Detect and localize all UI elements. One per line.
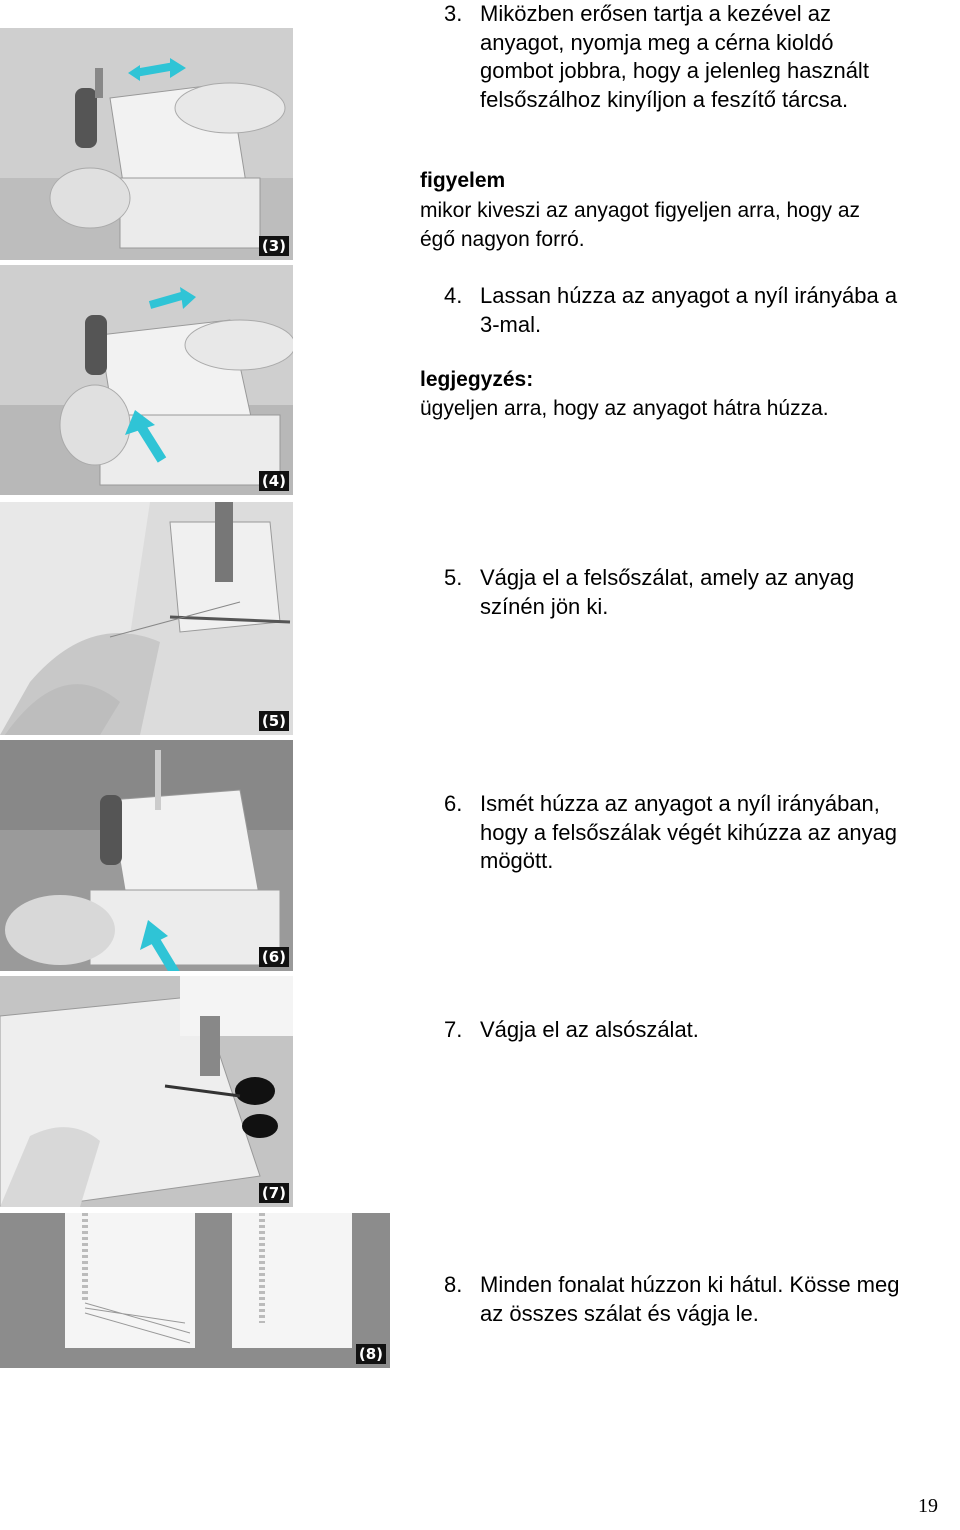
step-text: Vágja el a felsőszálat, amely az anyag színén jön ki.: [480, 565, 855, 619]
step-text: Minden fonalat húzzon ki hátul. Kösse meg az összes szálat és vágja le.: [480, 1272, 900, 1326]
photo-label: (3): [259, 236, 289, 256]
photo-step-8: [0, 1213, 390, 1368]
photo-label: (5): [259, 711, 289, 731]
step-number: 6.: [444, 791, 463, 816]
fabric-seam-icon: [0, 1213, 390, 1368]
photo-step-3: [0, 28, 293, 260]
instruction-step: [440, 790, 960, 876]
photo-label: (8): [356, 1344, 386, 1364]
instruction-step: [440, 1016, 960, 1045]
step-number: 5.: [444, 565, 463, 590]
step-text: Miközben erősen tartja a kezével az anyagot, nyomja meg a cérna kioldó gombot jobbra, hogy a jelenleg használt felsőszálhoz kinyíljon a feszítő tárcsa.: [480, 1, 869, 112]
step-number: 8.: [444, 1272, 463, 1297]
page-number: 19: [918, 1495, 938, 1517]
instruction-step: [440, 0, 960, 114]
photo-label: (7): [259, 1183, 289, 1203]
instruction-step: [440, 282, 960, 339]
note-text: ügyeljen arra, hogy az anyagot hátra húzza.: [420, 397, 829, 420]
step-text: Ismét húzza az anyagot a nyíl irányában, hogy a felsőszálak végét kihúzza az anyag mögött.: [480, 791, 898, 873]
warning-text: mikor kiveszi az anyagot figyeljen arra, hogy az égő nagyon forró.: [420, 199, 861, 251]
sewing-machine-arrow-icon: [0, 740, 293, 971]
step-text: Lassan húzza az anyagot a nyíl irányába a 3-mal.: [480, 283, 898, 337]
scissors-thread-icon: [0, 502, 293, 735]
photo-step-7: [0, 976, 293, 1207]
photo-step-6: [0, 740, 293, 971]
sewing-machine-hands-icon: [0, 28, 293, 260]
photo-step-4: [0, 265, 293, 495]
warning-heading: figyelem: [420, 169, 506, 192]
instruction-step: [440, 564, 960, 621]
sewing-machine-arrow-icon: [0, 265, 293, 495]
photo-label: (6): [259, 947, 289, 967]
step-number: 7.: [444, 1017, 463, 1042]
photo-step-5: [0, 502, 293, 735]
instruction-step: [440, 1271, 960, 1328]
step-number: 4.: [444, 283, 463, 308]
step-text: Vágja el az alsószálat.: [480, 1017, 699, 1042]
photo-label: (4): [259, 471, 289, 491]
note-heading: legjegyzés:: [420, 368, 534, 391]
scissors-icon: [0, 976, 293, 1207]
step-number: 3.: [444, 1, 463, 26]
